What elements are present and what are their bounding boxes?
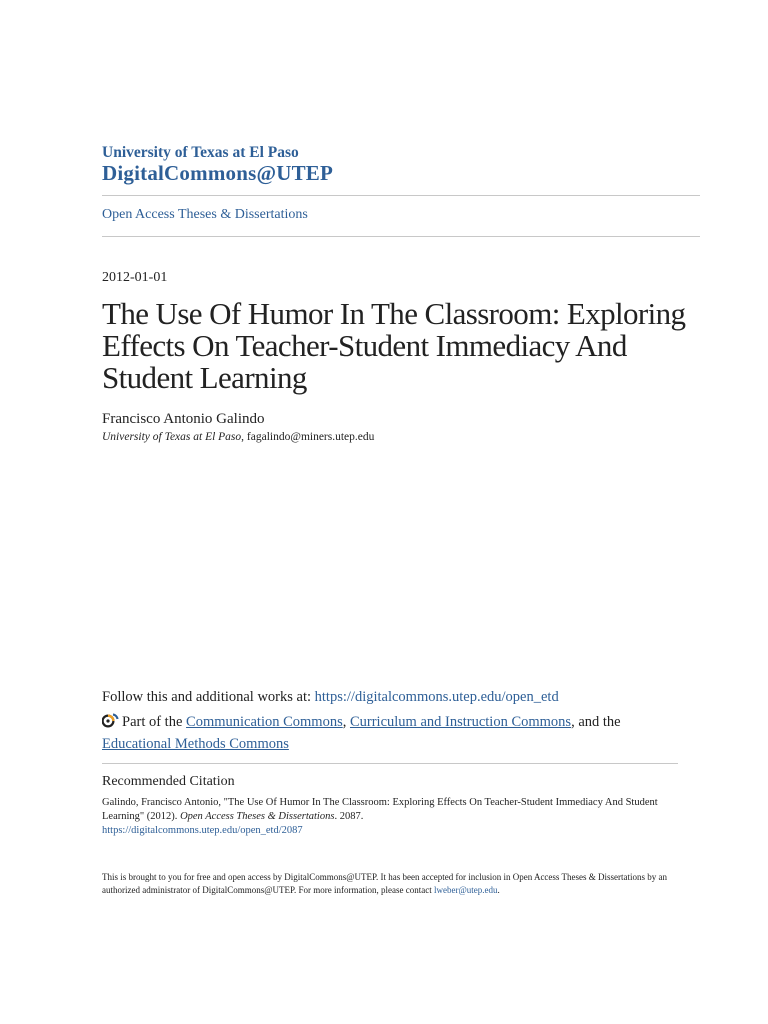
footer-notice — [102, 871, 677, 897]
part-of-separator: , — [342, 714, 350, 730]
part-of-separator: , and the — [571, 714, 621, 730]
curriculum-instruction-commons-link[interactable]: Curriculum and Instruction Commons — [349, 714, 572, 730]
contact-email-link[interactable]: lweber@utep.edu — [433, 885, 498, 895]
repository-name[interactable]: DigitalCommons@UTEP — [102, 161, 334, 185]
affiliation-name: University of Texas at El Paso — [102, 431, 242, 443]
author-affiliation — [102, 431, 374, 443]
footer-text: This is brought to you for free and open access by DigitalCommons@UTEP. It has been accepted for inclusion in Open Access Theses & Dissertations by an authorized administrator of DigitalCommons@UTEP. For more information, please contact — [102, 872, 668, 895]
divider — [102, 763, 678, 764]
citation-block — [102, 796, 677, 838]
collection-link[interactable]: Open Access Theses & Dissertations — [102, 207, 308, 222]
citation-text: Galindo, Francisco Antonio, "The Use Of Humor In The Classroom: Exploring Effects On Teacher-Student Immediacy And Student Learning" (2012). — [102, 797, 658, 822]
follow-line — [102, 689, 559, 706]
collection-url-link[interactable]: https://digitalcommons.utep.edu/open_etd — [314, 689, 559, 705]
author-email: , fagalindo@miners.utep.edu — [241, 431, 375, 443]
citation-url-link[interactable]: https://digitalcommons.utep.edu/open_etd/2087 — [102, 825, 303, 836]
document-title: The Use Of Humor In The Classroom: Exploring Effects On Teacher-Student Immediacy And Student Learning — [102, 296, 686, 395]
follow-label: Follow this and additional works at: — [102, 689, 315, 705]
footer-end: . — [497, 885, 500, 895]
creative-commons-icon — [102, 713, 119, 734]
divider — [102, 195, 700, 196]
institution-name: University of Texas at El Paso — [102, 144, 299, 161]
citation-number: . 2087. — [334, 811, 364, 822]
educational-methods-commons-link[interactable]: Educational Methods Commons — [102, 736, 289, 752]
part-of-line — [102, 712, 702, 754]
part-of-prefix: Part of the — [122, 714, 187, 730]
recommended-citation-heading: Recommended Citation — [102, 774, 235, 789]
citation-series: Open Access Theses & Dissertations — [180, 811, 335, 822]
communication-commons-link[interactable]: Communication Commons — [186, 714, 343, 730]
author-name: Francisco Antonio Galindo — [102, 411, 265, 427]
divider — [102, 236, 700, 237]
publication-date: 2012-01-01 — [102, 270, 168, 285]
